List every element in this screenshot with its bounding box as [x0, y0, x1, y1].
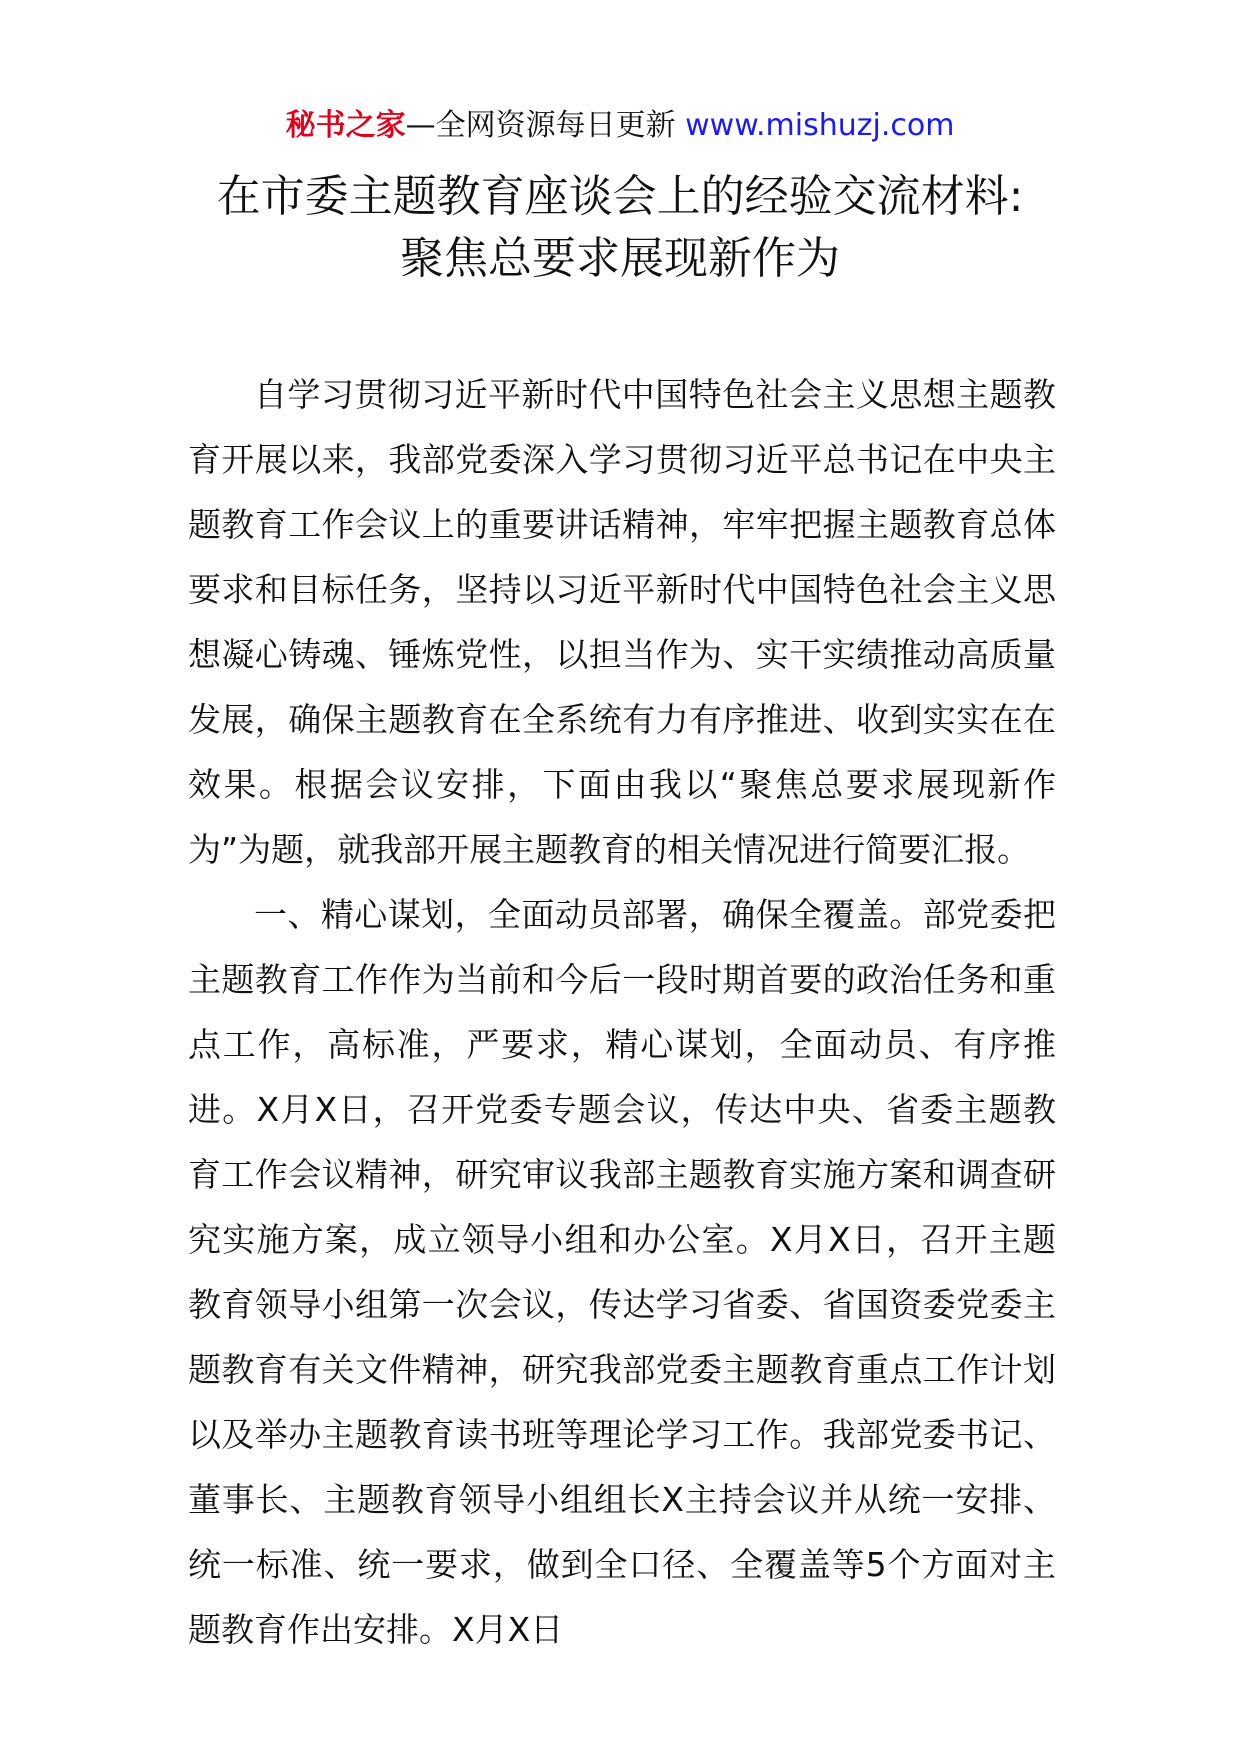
document-title-line-1: 在市委主题教育座谈会上的经验交流材料: [216, 171, 1024, 222]
document-title-line-2: 聚焦总要求展现新作为 [400, 233, 840, 284]
site-header [0, 104, 1240, 148]
body-paragraph-section-1: 一、精心谋划，全面动员部署，确保全覆盖。部党委把主题教育工作作为当前和今后一段时期首要的政治任务和重点工作，高标准，严要求，精心谋划，全面动员、有序推进。X月X日，召开党委专题会议，传达中央、省委主题教育工作会议精神，研究审议我部主题教育实施方案和调查研究实施方案，成立领导小组和办公室。X月X日，召开主题教育领导小组第一次会议，传达学习省委、省国资委党委主题教育有关文件精神，研究我部党委主题教育重点工作计划以及举办主题教育读书班等理论学习工作。我部党委书记、董事长、主题教育领导小组组长X主持会议并从统一安排、统一标准、统一要求，做到全口径、全覆盖等5个方面对主题教育作出安排。X月X日 [188, 895, 1056, 1649]
document-body [188, 362, 1056, 1662]
site-url-link[interactable]: www.mishuzj.com [685, 108, 955, 143]
site-brand: 秘书之家 [285, 108, 406, 143]
site-tagline: —全网资源每日更新 [405, 108, 676, 143]
document-title [60, 166, 1180, 290]
body-paragraph-intro: 自学习贯彻习近平新时代中国特色社会主义思想主题教育开展以来，我部党委深入学习贯彻习近平总书记在中央主题教育工作会议上的重要讲话精神，牢牢把握主题教育总体要求和目标任务，坚持以习近平新时代中国特色社会主义思想凝心铸魂、锤炼党性，以担当作为、实干实绩推动高质量发展，确保主题教育在全系统有力有序推进、收到实实在在效果。根据会议安排，下面由我以“聚焦总要求展现新作为”为题，就我部开展主题教育的相关情况进行简要汇报。 [188, 375, 1056, 869]
